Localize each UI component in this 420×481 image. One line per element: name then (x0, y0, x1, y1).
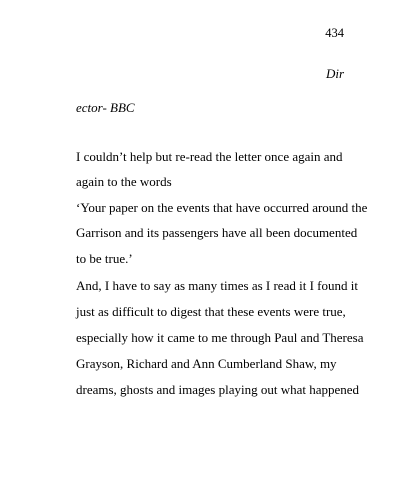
body-line: just as difficult to digest that these events were true, (76, 304, 346, 319)
body-line: And, I have to say as many times as I read it I found it (76, 278, 358, 293)
body-line: to be true.’ (76, 251, 133, 266)
body-line: ‘Your paper on the events that have occurred around the (76, 200, 368, 215)
body-line: dreams, ghosts and images playing out what happened (76, 382, 360, 397)
body-line: Garrison and its passengers have all been documented (76, 225, 358, 240)
body-line: Grayson, Richard and Ann Cumberland Shaw, my (76, 356, 337, 371)
body-line: again to the words (76, 174, 172, 189)
page-number: 434 (325, 26, 344, 40)
heading-line-1: Dir (325, 66, 344, 81)
body-line: I couldn’t help but re-read the letter once again and (76, 149, 343, 164)
body-line: especially how it came to me through Paul and Theresa (76, 330, 364, 345)
heading-line-2: ector- BBC (76, 100, 135, 115)
